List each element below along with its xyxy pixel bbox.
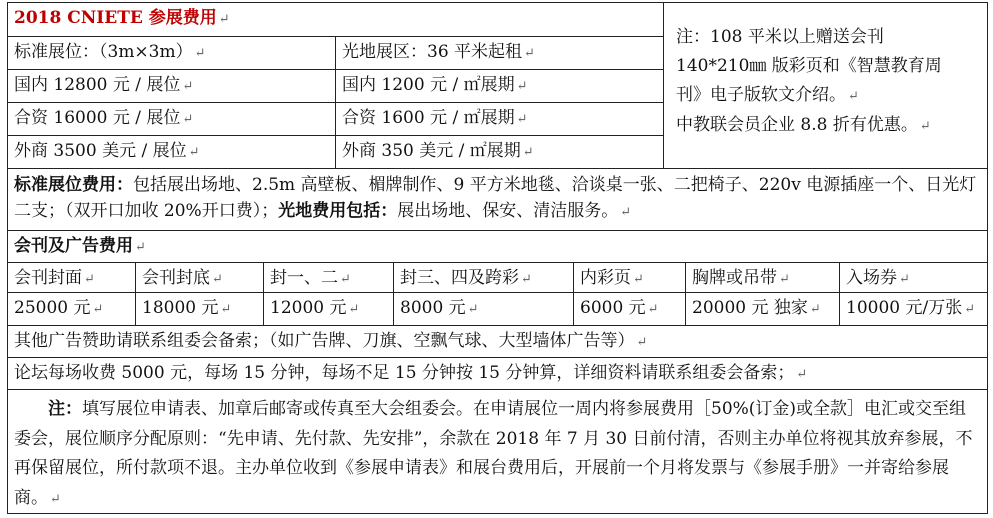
ads-price: [8, 293, 136, 326]
standard-fee-text: 包括展出场地、2.5m 高壁板、楣牌制作、9 平方米地毯、洽谈桌一张、二把椅子、220v 电源插座一个、日光灯二支；（双开口加收 20%开口费）；: [14, 175, 977, 221]
standard-fee-label: 标准展位费用：: [14, 175, 133, 195]
paragraph-mark-icon: ↵: [620, 205, 632, 220]
cell-text: 标准展位：（3m×3m）: [14, 42, 193, 62]
paragraph-mark-icon: ↵: [522, 145, 534, 160]
raw-space-fee-label: 光地费用包括：: [278, 201, 398, 221]
booth-note-line: 中教联会员企业 8.8 折有优惠。 ↵: [676, 115, 931, 135]
cell-text: 光地展区：36 平米起租: [342, 42, 523, 62]
footer-note: [8, 390, 987, 513]
raw-joint-price: [336, 103, 664, 136]
cell-text: 内彩页: [580, 268, 631, 288]
ads-col-header: [574, 263, 686, 293]
cell-text: 会刊封面: [14, 268, 82, 288]
paragraph-mark-icon: ↵: [919, 119, 931, 134]
paragraph-mark-icon: ↵: [516, 112, 528, 127]
paragraph-mark-icon: ↵: [848, 89, 859, 104]
cell-text: 6000 元: [580, 298, 646, 318]
title-cell: [8, 3, 664, 37]
booth-domestic-price: [8, 70, 336, 103]
ads-col-header: [686, 263, 840, 293]
cell-text: 合资 1600 元 / ㎡展期: [342, 108, 515, 128]
paragraph-mark-icon: ↵: [92, 302, 104, 317]
cell-text: 封一、二: [270, 268, 338, 288]
cell-text: 外商 3500 美元 / 展位: [14, 141, 187, 161]
paragraph-mark-icon: ↵: [899, 272, 910, 287]
paragraph-mark-icon: ↵: [194, 46, 206, 61]
cell-text: 25000 元: [14, 298, 91, 318]
fee-table: [7, 2, 988, 514]
ads-col-header: [8, 263, 136, 293]
ads-col-header: [136, 263, 264, 293]
paragraph-mark-icon: ↵: [467, 302, 479, 317]
paragraph-mark-icon: ↵: [182, 112, 194, 127]
ads-price: [574, 293, 686, 326]
paragraph-mark-icon: ↵: [524, 46, 535, 61]
booth-note-line: 140*210㎜ 版彩页和《智慧教育周: [676, 56, 942, 76]
ads-price: [686, 293, 840, 326]
ads-price: [840, 293, 987, 326]
raw-space-fee-text: 展出场地、保安、清洁服务。: [397, 201, 619, 221]
booth-note-line: 注：108 平米以上赠送会刊: [676, 27, 884, 47]
forum-fee-note: [8, 358, 987, 390]
paragraph-mark-icon: ↵: [218, 12, 230, 27]
paragraph-mark-icon: ↵: [188, 145, 200, 160]
cell-text: 会刊及广告费用: [14, 236, 133, 256]
paragraph-mark-icon: ↵: [340, 272, 351, 287]
cell-text: 20000 元 独家: [692, 298, 808, 318]
paragraph-mark-icon: ↵: [516, 79, 528, 94]
paragraph-mark-icon: ↵: [135, 240, 146, 255]
ads-col-header: [264, 263, 394, 293]
paragraph-mark-icon: ↵: [521, 272, 532, 287]
cell-text: 论坛每场收费 5000 元，每场 15 分钟，每场不足 15 分钟按 15 分钟算，详细资料请联系组委会备索；: [14, 363, 795, 383]
paragraph-mark-icon: ↵: [633, 272, 644, 287]
paragraph-mark-icon: ↵: [220, 302, 232, 317]
cell-text: 胸牌或吊带: [692, 268, 777, 288]
paragraph-mark-icon: ↵: [212, 272, 223, 287]
standard-fee-paragraph: [8, 169, 987, 231]
cell-text: 其他广告赞助请联系组委会备索；（如广告牌、刀旗、空飘气球、大型墙体广告等）: [14, 331, 635, 351]
booth-note-line: 刊》电子版软文介绍。 ↵: [676, 85, 859, 105]
cell-text: 国内 1200 元 / ㎡展期: [342, 75, 515, 95]
cell-text: 18000 元: [142, 298, 219, 318]
ads-col-header: [840, 263, 987, 293]
paragraph-mark-icon: ↵: [647, 302, 659, 317]
paragraph-mark-icon: ↵: [636, 335, 648, 350]
footer-note-text: 填写展位申请表、加章后邮寄或传真至大会组委会。在申请展位一周内将参展费用［50%(订金)或全款］电汇或交至组委会，展位顺序分配原则：“先申请、先付款、先安排”，余款在 2018 年 7 月 30 日前付清，否则主办单位将视其放弃参展，不再保留展位，所付款项不退。主办单位收到《参展申请表》和展台费用后，开展前一个月将发票与《参展手册》一并寄给参展商。: [14, 399, 973, 508]
paragraph-mark-icon: ↵: [348, 302, 360, 317]
paragraph-mark-icon: ↵: [809, 302, 821, 317]
footer-note-label: 注：: [48, 399, 82, 419]
raw-foreign-price: [336, 136, 664, 169]
ads-col-header: [394, 263, 574, 293]
cell-text: 入场券: [846, 268, 897, 288]
paragraph-mark-icon: ↵: [964, 302, 976, 317]
paragraph-mark-icon: ↵: [779, 272, 790, 287]
booth-standard-label: [8, 37, 336, 70]
paragraph-mark-icon: ↵: [796, 367, 808, 382]
paragraph-mark-icon: ↵: [84, 272, 95, 287]
raw-domestic-price: [336, 70, 664, 103]
cell-text: 8000 元: [400, 298, 466, 318]
booth-foreign-price: [8, 136, 336, 169]
ads-price: [394, 293, 574, 326]
cell-text: 12000 元: [270, 298, 347, 318]
paragraph-mark-icon: ↵: [50, 491, 61, 507]
cell-text: 封三、四及跨彩: [400, 268, 519, 288]
cell-text: 国内 12800 元 / 展位: [14, 75, 181, 95]
ads-header: [8, 231, 987, 263]
booth-joint-price: [8, 103, 336, 136]
booth-note: [664, 3, 987, 169]
other-ads-note: [8, 326, 987, 358]
cell-text: 会刊封底: [142, 268, 210, 288]
ads-price: [136, 293, 264, 326]
paragraph-mark-icon: ↵: [182, 79, 194, 94]
ads-price: [264, 293, 394, 326]
cell-text: 外商 350 美元 / ㎡展期: [342, 141, 521, 161]
booth-raw-space-label: [336, 37, 664, 70]
cell-text: 合资 16000 元 / 展位: [14, 108, 181, 128]
cell-text: 10000 元/万张: [846, 298, 963, 318]
page-title: 2018 CNIETE 参展费用: [14, 8, 217, 28]
